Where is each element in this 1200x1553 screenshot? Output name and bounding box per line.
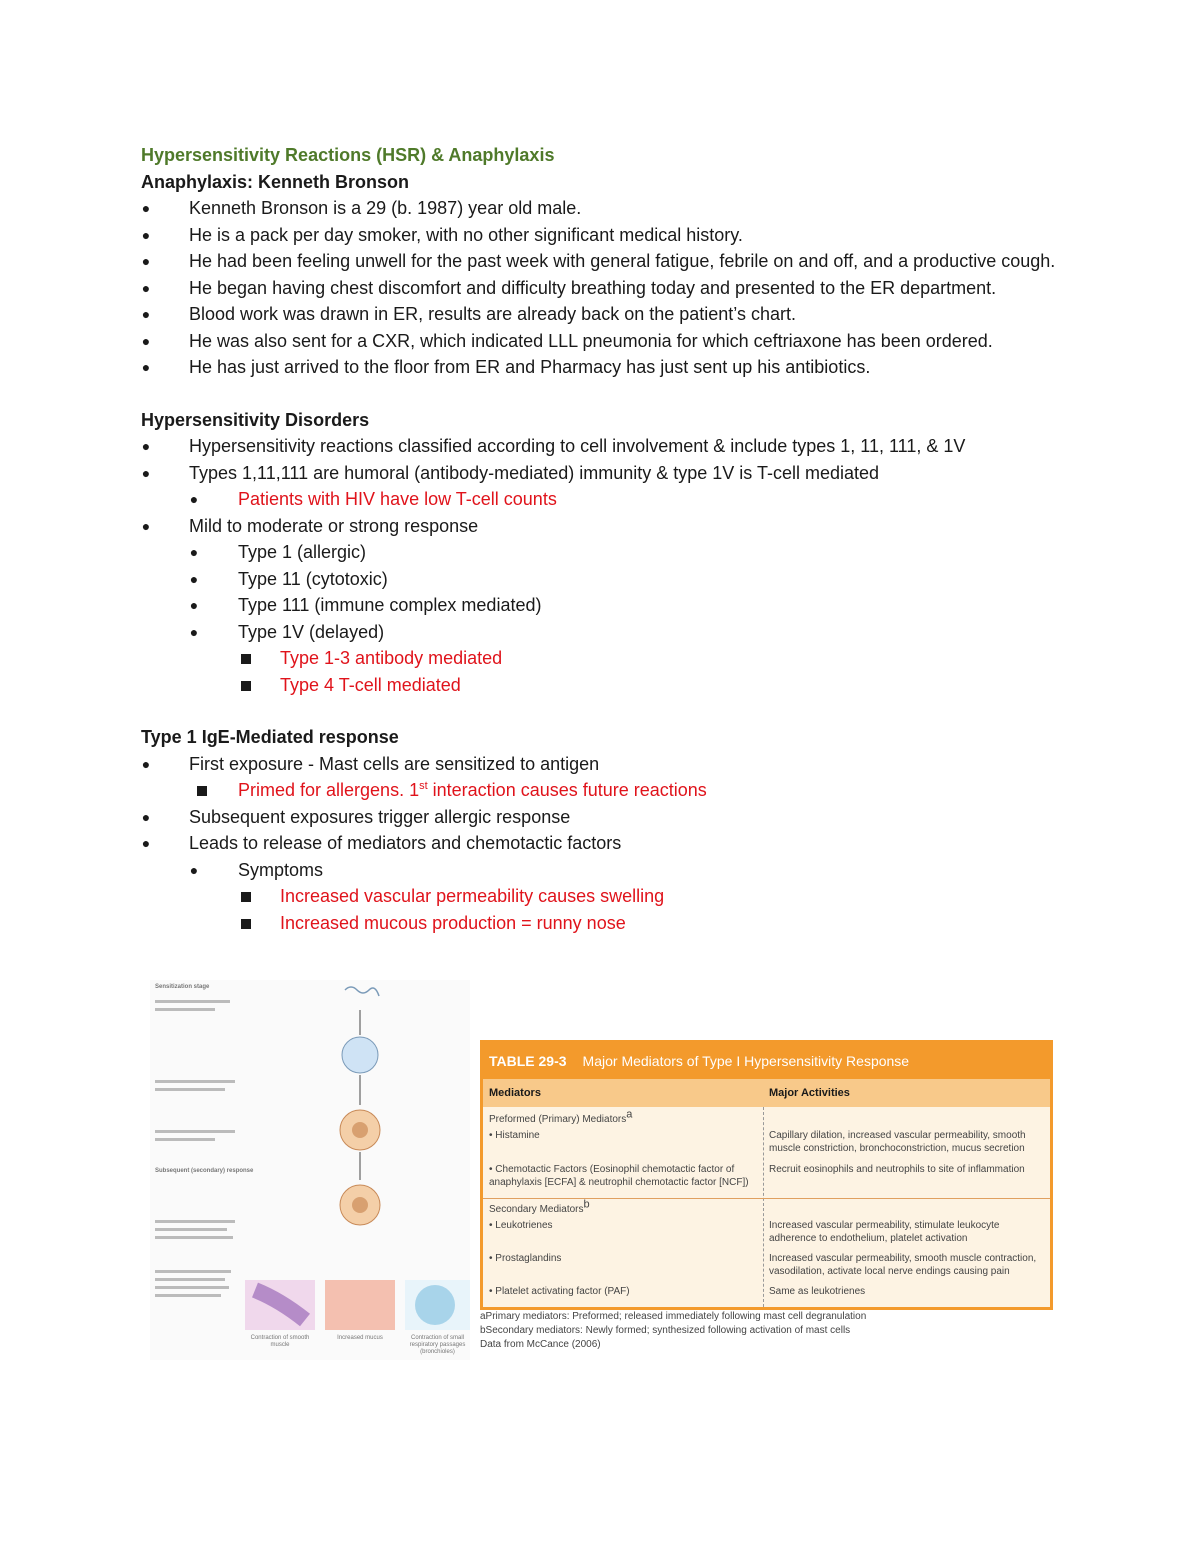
list-item: ● He had been feeling unwell for the past week with general fatigue, febrile on and off, and a productive cough. xyxy=(141,248,1071,275)
list-item: ● Kenneth Bronson is a 29 (b. 1987) year old male. xyxy=(141,195,1071,222)
figure-label: Contraction of small respiratory passages (bronchioles) xyxy=(409,1335,466,1355)
bullet-icon: ● xyxy=(141,835,151,851)
table-title: TABLE 29-3 Major Mediators of Type I Hypersensitivity Response xyxy=(483,1043,1050,1079)
list-item: ● Mild to moderate or strong response xyxy=(141,513,1071,540)
bullet-icon: ● xyxy=(189,861,199,878)
square-bullet-icon xyxy=(241,919,251,929)
disorders-heading: Hypersensitivity Disorders xyxy=(141,409,370,430)
list-item: ● Type 111 (immune complex mediated) xyxy=(141,592,1071,619)
list-item: ● First exposure - Mast cells are sensitized to antigen xyxy=(141,751,1071,778)
bullet-icon: ● xyxy=(141,755,151,772)
list-item: ● He was also sent for a CXR, which indicated LLL pneumonia for which ceftriaxone has been ordered. xyxy=(141,328,1071,355)
list-item: ● Types 1,11,111 are humoral (antibody-mediated) immunity & type 1V is T-cell mediated xyxy=(141,460,1071,487)
list-item: ● He is a pack per day smoker, with no other significant medical history. xyxy=(141,222,1071,249)
bullet-icon: ● xyxy=(141,253,151,269)
list-item: ● Subsequent exposures trigger allergic response xyxy=(141,804,1071,831)
bullet-icon: ● xyxy=(189,570,199,587)
disorders-list xyxy=(141,433,1071,698)
bullet-icon: ● xyxy=(189,597,199,613)
list-item: ● Type 11 (cytotoxic) xyxy=(141,566,1071,593)
list-item: Primed for allergens. 1st interaction causes future reactions xyxy=(141,777,1071,804)
list-item: ● Type 1 (allergic) xyxy=(141,539,1071,566)
footnote: bSecondary mediators: Newly formed; synthesized following activation of mast cells xyxy=(480,1325,851,1336)
type1-heading: Type 1 IgE-Mediated response xyxy=(141,727,399,747)
case-heading: Anaphylaxis: Kenneth Bronson xyxy=(141,171,410,192)
footnote: Data from McCance (2006) xyxy=(480,1339,601,1350)
document-body xyxy=(141,142,1071,936)
bullet-icon: ● xyxy=(141,226,151,243)
list-item: ● Symptoms xyxy=(141,857,1071,884)
square-bullet-icon xyxy=(241,654,251,664)
figure-label: Subsequent (secondary) response xyxy=(155,1168,254,1174)
page-title: Hypersensitivity Reactions (HSR) & Anaphylaxis xyxy=(141,145,555,165)
square-bullet-icon xyxy=(197,786,207,796)
list-item: Type 4 T-cell mediated xyxy=(141,672,1071,699)
footnote: aPrimary mediators: Preformed; released immediately following mast cell degranulation xyxy=(480,1311,867,1322)
list-item: ● Patients with HIV have low T-cell counts xyxy=(141,486,1071,513)
list-item: ● He began having chest discomfort and difficulty breathing today and presented to the ER department. xyxy=(141,275,1071,302)
bullet-icon: ● xyxy=(141,808,151,825)
bullet-icon: ● xyxy=(141,517,151,534)
list-item: Increased vascular permeability causes swelling xyxy=(141,883,1071,910)
table-header: Mediators Major Activities xyxy=(483,1079,1050,1107)
square-bullet-icon xyxy=(241,681,251,691)
bullet-icon: ● xyxy=(189,491,199,507)
type1-list xyxy=(141,751,1071,937)
list-item: ● Type 1V (delayed) xyxy=(141,619,1071,646)
list-item: ● Leads to release of mediators and chemotactic factors xyxy=(141,830,1071,857)
list-item: ● He has just arrived to the floor from ER and Pharmacy has just sent up his antibiotics. xyxy=(141,354,1071,381)
figure-label: Increased mucus xyxy=(337,1335,383,1341)
list-item: Type 1-3 antibody mediated xyxy=(141,645,1071,672)
figure-label: Sensitization stage xyxy=(155,984,210,990)
bullet-icon: ● xyxy=(141,464,151,481)
list-item: ● Blood work was drawn in ER, results are already back on the patient’s chart. xyxy=(141,301,1071,328)
bullet-icon: ● xyxy=(141,438,151,454)
bullet-icon: ● xyxy=(141,279,151,296)
table-footnotes xyxy=(480,1310,866,1352)
bullet-icon: ● xyxy=(189,544,199,560)
bullet-icon: ● xyxy=(141,359,151,375)
bullet-icon: ● xyxy=(141,306,151,322)
bullet-icon: ● xyxy=(141,332,151,349)
bullet-icon: ● xyxy=(189,623,199,640)
mediators-table: TABLE 29-3 Major Mediators of Type I Hypersensitivity Response Mediators Major Activities Preformed (Primary) Mediators$^a$ • Histamine Capillary dilation, increased vascular permeability, smooth muscle constriction, bronchoconstriction, mucus secretion • Chemotactic Factors (Eosinophil chemotactic factor of anaphylaxis [ECFA] & neutrophil chemotactic factor [NCF]) Recruit eosinophils and neutrophils to site of inflammation Secondary Mediators$^b$ • Leukotrienes Increased vascular permeability, stimulate leukocyte adherence to endothelium, platelet activation • Prostaglandins Increased vascular permeability, smooth muscle contraction, vasodilation, activate local nerve endings causing pain • Platelet activating factor (PAF) Same as leukotrienes xyxy=(480,1040,1053,1310)
hypersensitivity-figure xyxy=(150,980,470,1360)
list-item: Increased mucous production = runny nose xyxy=(141,910,1071,937)
column-divider xyxy=(763,1107,764,1307)
figure-label: Contraction of smooth muscle xyxy=(250,1335,310,1348)
list-item: ● Hypersensitivity reactions classified according to cell involvement & include types 1, 11, 111, & 1V xyxy=(141,433,1071,460)
square-bullet-icon xyxy=(241,892,251,902)
row-divider xyxy=(483,1198,1050,1199)
case-list xyxy=(141,195,1071,381)
bullet-icon: ● xyxy=(141,200,151,216)
